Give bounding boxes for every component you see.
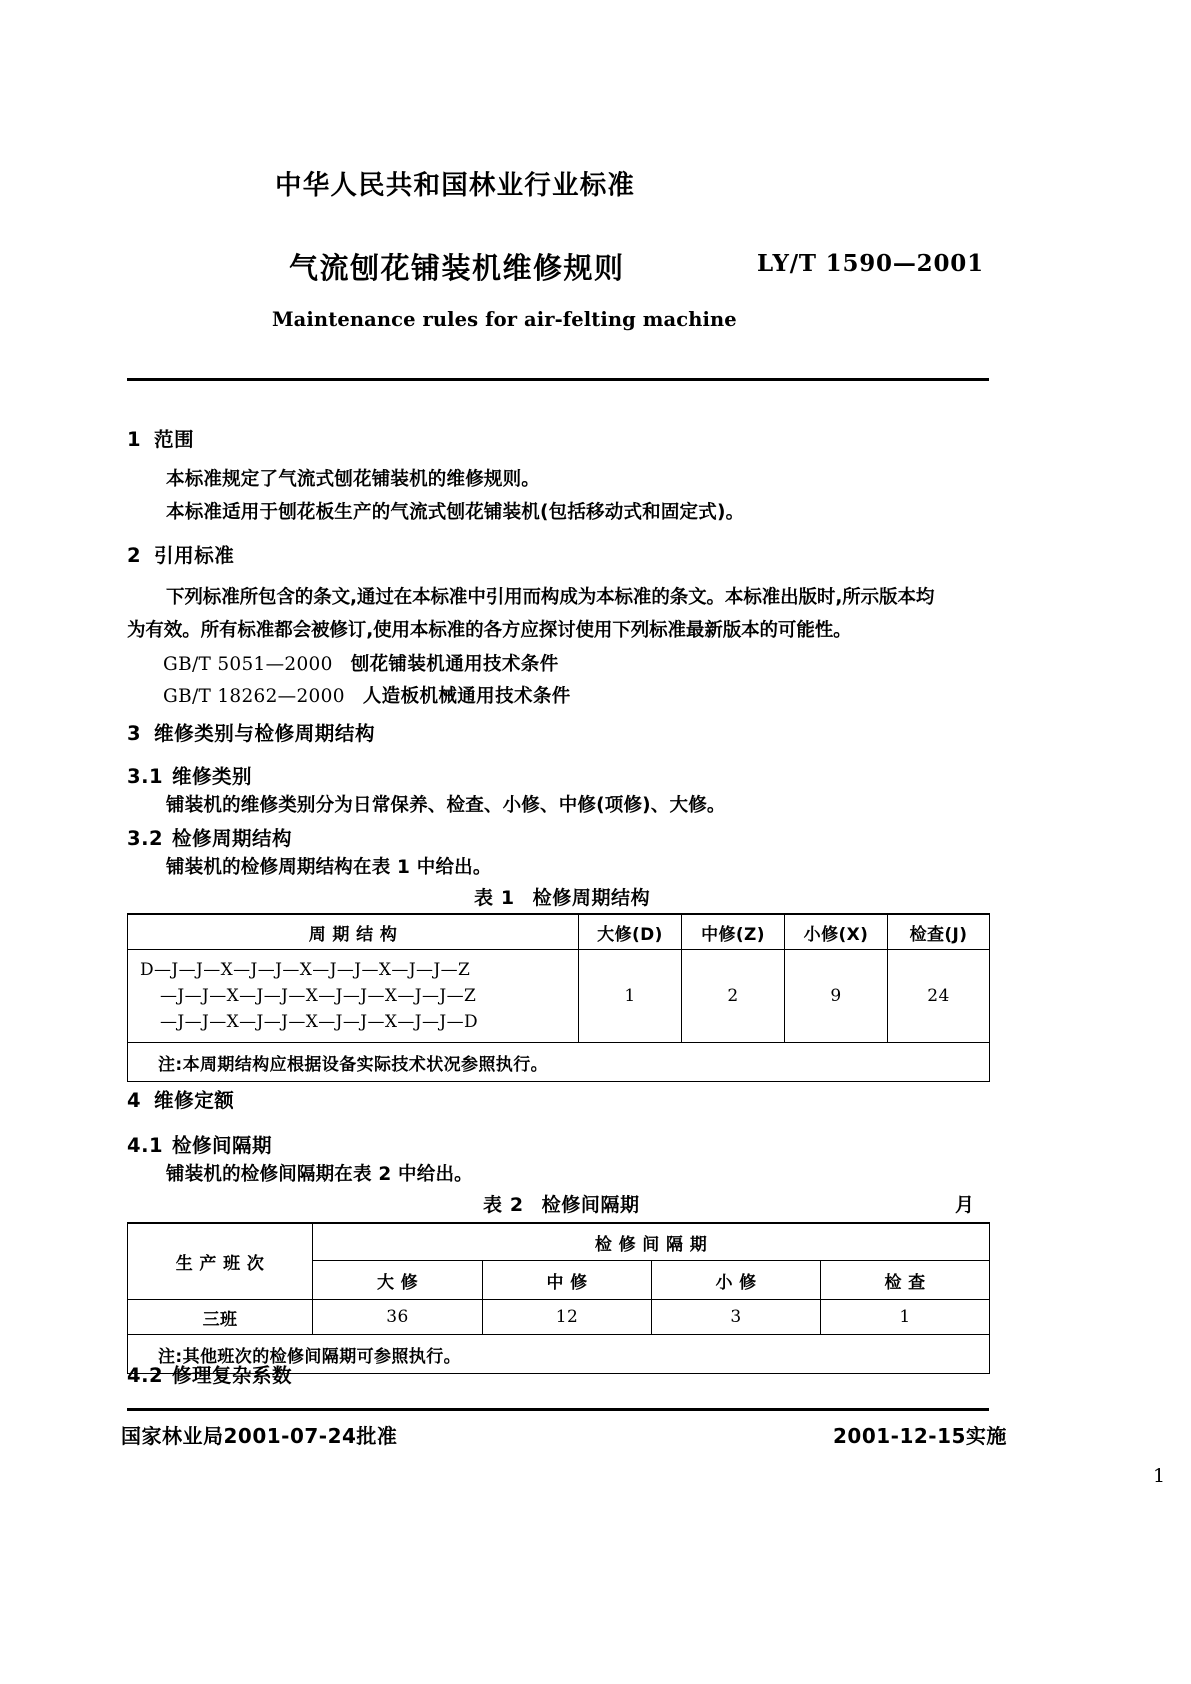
reference-2-code: GB/T 18262—2000: [163, 686, 345, 707]
page-number: 1: [1153, 1465, 1166, 1487]
table-2-caption: [483, 1190, 640, 1217]
section-4-2-title: 修理复杂系数: [172, 1364, 293, 1387]
section-2-paragraph-line-1: 下列标准所包含的条文,通过在本标准中引用而构成为本标准的条文。本标准出版时,所示版本均: [166, 587, 935, 608]
reference-item-1: [163, 650, 559, 676]
table-2-caption-label: 表 2: [483, 1194, 524, 1216]
heading-section-3-1: [127, 761, 252, 789]
section-3-2-number: 3.2: [127, 827, 164, 850]
table-2-unit-label: 月: [955, 1194, 975, 1216]
table-2-value-minor-repair: 3: [652, 1300, 821, 1335]
table-1-header-minor-repair: 小修(X): [785, 914, 888, 950]
table-1-note-row: [128, 1043, 990, 1082]
table-1-count-minor-repair: 9: [785, 950, 888, 1043]
heading-section-4-1: [127, 1130, 272, 1158]
heading-section-3: [127, 718, 375, 746]
standard-title-english: Maintenance rules for air-felting machine: [272, 308, 737, 331]
table-1-cycle-line-2: —J—J—X—J—J—X—J—J—X—J—J—Z: [160, 986, 477, 1006]
section-3-1-paragraph: 铺装机的维修类别分为日常保养、检查、小修、中修(项修)、大修。: [166, 795, 726, 816]
table-1-cycle-line-1: D—J—J—X—J—J—X—J—J—X—J—J—Z: [140, 960, 471, 980]
table-1-data-row: [128, 950, 990, 1043]
table-1-header-cycle: 周 期 结 构: [128, 914, 579, 950]
table-2-row-label: 三班: [128, 1300, 313, 1335]
table-1-caption-label: 表 1: [474, 887, 515, 909]
section-4-1-title: 检修间隔期: [172, 1134, 273, 1157]
section-4-1-paragraph: 铺装机的检修间隔期在表 2 中给出。: [166, 1164, 473, 1185]
section-4-number: 4: [127, 1089, 142, 1112]
table-2-subheader-overhaul: 大 修: [313, 1261, 483, 1300]
standard-title-chinese: 气流刨花铺装机维修规则: [289, 251, 625, 285]
table-2-header-interval-group: 检 修 间 隔 期: [313, 1223, 990, 1261]
section-4-1-number: 4.1: [127, 1134, 164, 1157]
table-2-subheader-inspection: 检 查: [821, 1261, 990, 1300]
table-1-caption: [474, 883, 650, 910]
standard-authority: 中华人民共和国林业行业标准: [275, 170, 636, 201]
reference-1-name: 刨花铺装机通用技术条件: [350, 654, 559, 675]
table-1-caption-title: 检修周期结构: [532, 887, 651, 909]
table-1-maintenance-cycle-structure: [127, 913, 990, 1082]
section-1-paragraph-2: 本标准适用于刨花板生产的气流式刨花铺装机(包括移动式和固定式)。: [166, 502, 745, 523]
section-2-title: 引用标准: [154, 544, 235, 567]
section-3-number: 3: [127, 722, 142, 745]
table-2-maintenance-intervals: [127, 1222, 990, 1374]
reference-item-2: [163, 682, 571, 708]
table-1-count-inspection: 24: [888, 950, 990, 1043]
heading-section-1: [127, 424, 194, 452]
table-1-header-medium-repair: 中修(Z): [682, 914, 785, 950]
table-1-cycle-line-3: —J—J—X—J—J—X—J—J—X—J—J—D: [160, 1012, 479, 1032]
section-1-paragraph-1: 本标准规定了气流式刨花铺装机的维修规则。: [166, 469, 541, 490]
section-2-number: 2: [127, 544, 142, 567]
section-4-2-number: 4.2: [127, 1364, 164, 1387]
section-4-title: 维修定额: [154, 1089, 235, 1112]
table-2-data-row: [128, 1300, 990, 1335]
table-2-value-inspection: 1: [821, 1300, 990, 1335]
table-2-subheader-minor-repair: 小 修: [652, 1261, 821, 1300]
section-1-title: 范围: [154, 428, 195, 451]
heading-section-4-2: [127, 1360, 292, 1388]
section-3-title: 维修类别与检修周期结构: [154, 722, 376, 745]
table-2-note: 注:其他班次的检修间隔期可参照执行。: [128, 1335, 990, 1374]
table-1-header-inspection: 检查(J): [888, 914, 990, 950]
footer-divider-rule: [127, 1408, 989, 1411]
section-2-paragraph-line-2: 为有效。所有标准都会被修订,使用本标准的各方应探讨使用下列标准最新版本的可能性。: [127, 620, 852, 641]
table-2-header-shift: 生 产 班 次: [128, 1223, 313, 1300]
section-3-2-title: 检修周期结构: [172, 827, 293, 850]
section-1-number: 1: [127, 428, 142, 451]
footer-implementation-text: 2001-12-15实施: [833, 1424, 1007, 1448]
table-1-cycle-structure-cell: [128, 950, 579, 1043]
heading-section-2: [127, 540, 234, 568]
table-2-caption-title: 检修间隔期: [541, 1194, 640, 1216]
section-3-1-title: 维修类别: [172, 765, 253, 788]
footer-approval-text: 国家林业局2001-07-24批准: [121, 1424, 398, 1448]
table-1-note: 注:本周期结构应根据设备实际技术状况参照执行。: [128, 1043, 990, 1082]
heading-section-4: [127, 1085, 234, 1113]
table-2-value-overhaul: 36: [313, 1300, 483, 1335]
reference-2-name: 人造板机械通用技术条件: [362, 686, 571, 707]
table-1-header-row: [128, 914, 990, 950]
table-2-subheader-medium-repair: 中 修: [483, 1261, 652, 1300]
table-1-count-medium-repair: 2: [682, 950, 785, 1043]
table-2-header-row-1: [128, 1223, 990, 1261]
standard-number: LY/T 1590—2001: [757, 250, 984, 277]
reference-1-code: GB/T 5051—2000: [163, 654, 333, 675]
table-2-value-medium-repair: 12: [483, 1300, 652, 1335]
table-1-header-overhaul: 大修(D): [579, 914, 682, 950]
section-3-1-number: 3.1: [127, 765, 164, 788]
table-1-count-overhaul: 1: [579, 950, 682, 1043]
section-3-2-paragraph: 铺装机的检修周期结构在表 1 中给出。: [166, 857, 492, 878]
heading-section-3-2: [127, 823, 292, 851]
header-divider-rule: [127, 378, 989, 381]
